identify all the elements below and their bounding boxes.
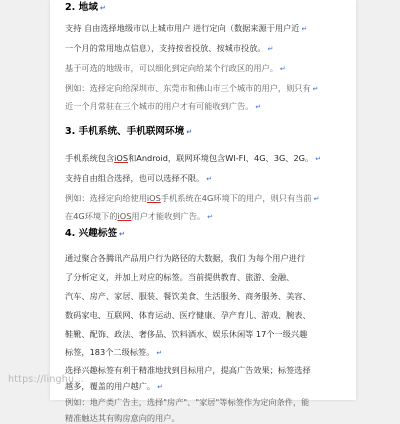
paragraph-mark-icon: ↵ — [156, 349, 163, 357]
paragraph-line: 例如：选择定向给深圳市、东莞市和佛山市三个城市的用户，则只有 ↵ — [65, 83, 319, 93]
paragraph-line: 通过聚合各腾讯产品用户行为路径的大数据，我们 为每个用户进行 — [65, 253, 306, 263]
paragraph-line: 近一个月常驻在三个城市的用户才有可能收到广告。 ↵ — [65, 101, 262, 111]
paragraph-line: 支持 自由选择地级市以上城市用户 进行定向（数据来源于用户近 ↵ — [65, 23, 308, 33]
paragraph-mark-icon: ↵ — [99, 4, 106, 12]
paragraph-mark-icon: ↵ — [207, 213, 213, 221]
paragraph-mark-icon: ↵ — [206, 175, 213, 183]
paragraph-mark-icon: ↵ — [186, 128, 193, 136]
paragraph-line: 汽车、房产、家居、服装、餐饮美食、生活服务、商务服务、美容、 — [65, 291, 311, 301]
section-heading-region: 2. 地域 ↵ — [65, 2, 106, 13]
paragraph-mark-icon: ↵ — [119, 230, 125, 238]
paragraph-line: 例如：选择定向给使用iOS手机系统在4G环境下的用户，则只有当前 ↵ — [65, 193, 320, 203]
paragraph-line: 手机系统包含iOS和Android，联网环境包含WI-FI、4G、3G、2G。 ↵ — [65, 153, 322, 163]
paragraph-mark-icon: ↵ — [315, 155, 322, 163]
paragraph-line: 精准触达其有购房意向的用户。 — [65, 413, 180, 423]
paragraph-mark-icon: ↵ — [301, 25, 308, 33]
paragraph-line: 鞋靴、配饰、政法、奢侈品、饮料酒水、娱乐休闲等 17个一级兴趣 — [65, 329, 308, 339]
paragraph-line: 基于可选的地级市，可以细化到定向给某个行政区的用户。 ↵ — [65, 63, 286, 73]
paragraph-line: 数码家电、互联网、体育运动、医疗健康、孕产育儿、游戏、腕表、 — [65, 310, 311, 320]
paragraph-mark-icon: ↵ — [279, 65, 286, 73]
paragraph-line: 例如：地产类广告主，选择"房产"、"家居"等标签作为定向条件，能 — [65, 397, 310, 407]
paragraph-line: 一个月的常用地点信息），支持按省投放、按城市投放。 ↵ — [65, 43, 274, 53]
paragraph-line: 越多，覆盖的用户越广。 ↵ — [65, 381, 163, 391]
paragraph-line: 选择兴趣标签有利于精准地找到目标用户，提高广告效果；标签选择 — [65, 365, 311, 375]
paragraph-mark-icon: ↵ — [312, 85, 319, 93]
paragraph-mark-icon: ↵ — [267, 45, 274, 53]
section-heading-device: 3. 手机系统、手机联网环境 ↵ — [65, 126, 193, 137]
section-heading-interest: 4. 兴趣标签 ↵ — [65, 228, 125, 239]
paragraph-mark-icon: ↵ — [313, 195, 320, 203]
document-page — [50, 0, 356, 423]
paragraph-line: 了分析定义，并加上对应的标签。当前提供教育、旅游、金融、 — [65, 272, 295, 282]
paragraph-line: 在4G环境下的iOS用户才能收到广告。 ↵ — [65, 211, 213, 221]
paragraph-mark-icon: ↵ — [157, 383, 163, 391]
paragraph-line: 标签，183个二级标签。 ↵ — [65, 347, 163, 357]
watermark: https://linghu... — [8, 374, 84, 385]
paragraph-line: 支持自由组合选择，也可以选择不限。 ↵ — [65, 173, 213, 183]
paragraph-mark-icon: ↵ — [255, 103, 262, 111]
